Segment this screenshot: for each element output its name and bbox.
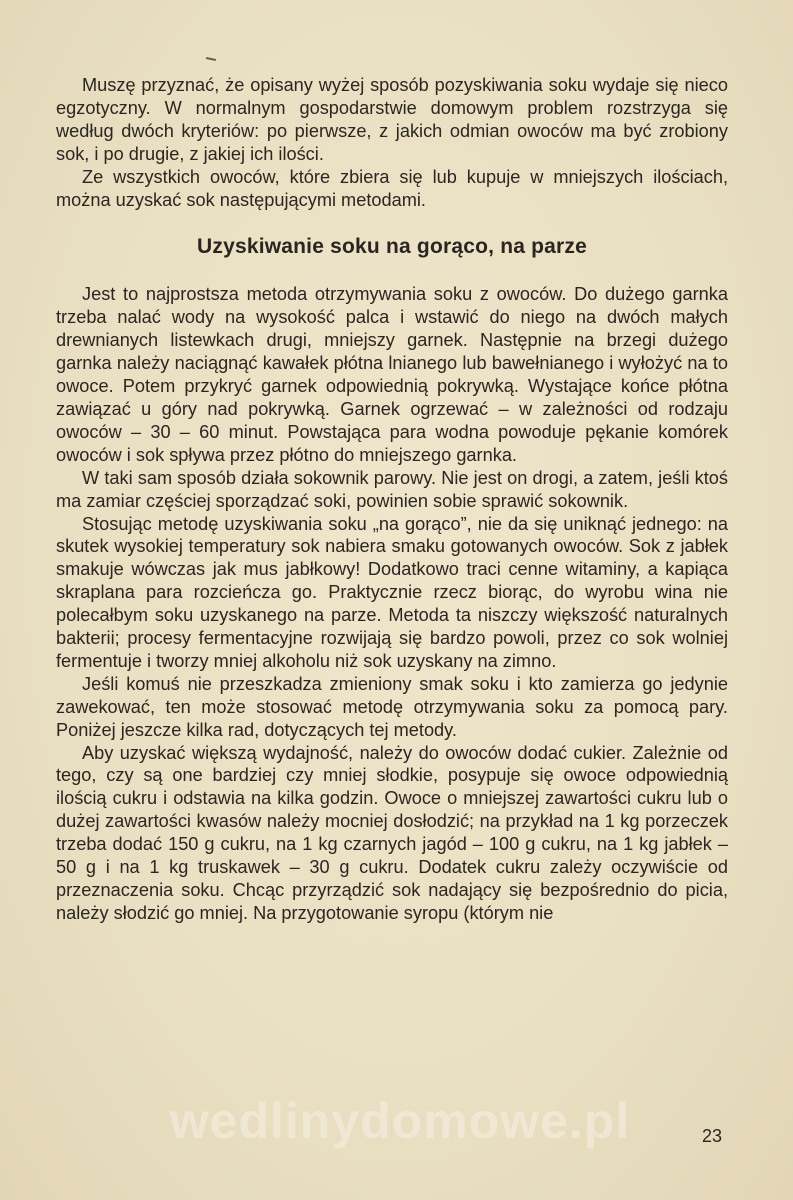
body-paragraph-3: Stosując metodę uzyskiwania soku „na gorąco”, nie da się uniknąć jednego: na skutek wysokiej temperatury sok nabiera smaku gotowanych owoców. Sok z jabłek smakuje wówczas jak mus jabłkowy! Dodatkowo traci cenne witaminy, a kapiąca skraplana para rozcieńcza go. Praktycznie rzecz biorąc, do wyrobu wina nie polecałbym soku uzyskanego na parze. Metoda ta niszczy większość naturalnych bakterii; procesy fermentacyjne rozwijają się bardzo powoli, przez co sok wolniej fermentuje i tworzy mniej alkoholu niż sok uzyskany na zimno. (56, 513, 728, 671)
intro-paragraph-2: Ze wszystkich owoców, które zbiera się lub kupuje w mniejszych ilościach, można uzyskać sok następującymi metodami. (56, 166, 728, 210)
intro-paragraph-1: Muszę przyznać, że opisany wyżej sposób pozyskiwania soku wydaje się nieco egzotyczny. W normalnym gospodarstwie domowym problem rozstrzyga się według dwóch kryteriów: po pierwsze, z jakich odmian owoców ma być zrobiony sok, i po drugie, z jakiej ich ilości. (56, 75, 728, 164)
page-content (56, 74, 728, 925)
body-paragraph-4: Jeśli komuś nie przeszkadza zmieniony smak soku i kto zamierza go jedynie zawekować, ten może stosować metodę otrzymywania soku za pomocą pary. Poniżej jeszcze kilka rad, dotyczących tej metody. (56, 673, 728, 740)
body-paragraph-1: Jest to najprostsza metoda otrzymywania soku z owoców. Do dużego garnka trzeba nalać wody na wysokość palca i wstawić do niego na dwóch małych drewnianych listewkach drugi, mniejszy garnek. Następnie na brzegi dużego garnka należy naciągnąć kawałek płótna lnianego lub bawełnianego i wyłożyć na to owoce. Potem przykryć garnek odpowiednią pokrywką. Wystające końce płótna zawiązać u góry nad pokrywką. Garnek ogrzewać – w zależności od rodzaju owoców – 30 – 60 minut. Powstająca para wodna powoduje pękanie komórek owoców i sok spływa przez płótno do mniejszego garnka. (56, 284, 728, 465)
section-heading: Uzyskiwanie soku na gorąco, na parze (197, 235, 587, 259)
page-number: 23 (702, 1126, 723, 1146)
body-paragraph-2: W taki sam sposób działa sokownik parowy. Nie jest on drogi, a zatem, jeśli ktoś ma zamiar częściej sporządzać soki, powinien sobie sprawić sokownik. (56, 467, 728, 511)
watermark: wedlinydomowe.pl (169, 1093, 631, 1149)
body-paragraph-5: Aby uzyskać większą wydajność, należy do owoców dodać cukier. Zależnie od tego, czy są one bardziej czy mniej słodkie, posypuje się owoce odpowiednią ilością cukru i odstawia na kilka godzin. Owoce o mniejszej zawartości cukru lub o dużej zawartości kwasów należy mocniej dosłodzić; na przykład na 1 kg porzeczek trzeba dodać 150 g cukru, na 1 kg czarnych jagód – 100 g cukru, na 1 kg jabłek – 50 g i na 1 kg truskawek – 30 g cukru. Dodatek cukru zależy oczywiście od przeznaczenia soku. Chcąc przyrządzić sok nadający się bezpośrednio do picia, należy słodzić go mniej. Na przygotowanie syropu (którym nie (56, 742, 728, 923)
ink-mark (206, 57, 216, 61)
